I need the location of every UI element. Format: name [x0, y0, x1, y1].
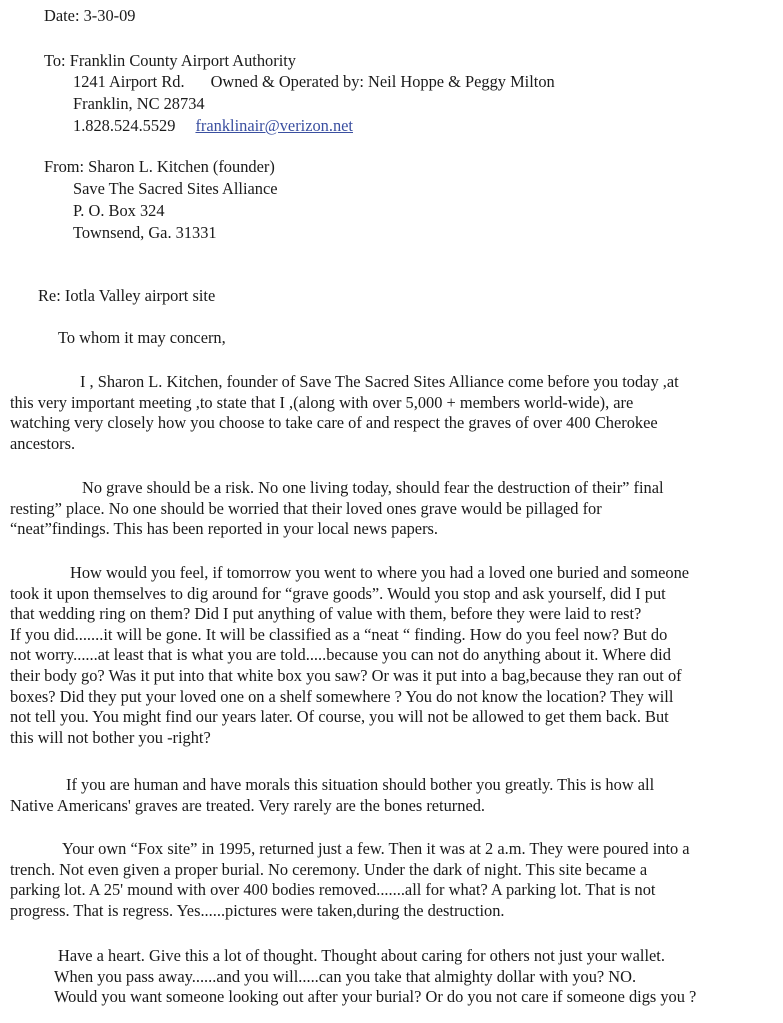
- paragraph-line: trench. Not even given a proper burial. No ceremony. Under the dark of night. This site became a: [10, 859, 648, 879]
- paragraph-line: How would you feel, if tomorrow you went to where you had a loved one buried and someone: [70, 563, 690, 582]
- paragraph-line: this very important meeting ,to state that I ,(along with over 5,000 + members world-wide), are: [10, 392, 634, 412]
- recipient-contact-line: [73, 116, 353, 136]
- paragraph-line: ancestors.: [10, 433, 76, 453]
- recipient-owners: Owned & Operated by: Neil Hoppe & Peggy Milton: [210, 72, 555, 91]
- recipient-email-link[interactable]: franklinair@verizon.net: [195, 116, 353, 135]
- recipient-name: To: Franklin County Airport Authority: [44, 51, 296, 70]
- paragraph-line: progress. That is regress. Yes......pictures were taken,during the destruction.: [10, 900, 505, 920]
- paragraph-line: “neat”findings. This has been reported in your local news papers.: [10, 519, 438, 539]
- paragraph-line: resting” place. No one should be worried that their loved ones grave would be pillaged for: [10, 498, 602, 518]
- subject-line: Re: Iotla Valley airport site: [38, 286, 216, 305]
- paragraph-1: [10, 372, 679, 454]
- paragraph-line: Native Americans' graves are treated. Very rarely are the bones returned.: [10, 795, 486, 815]
- recipient-address-line: [73, 72, 555, 92]
- paragraph-line: Have a heart. Give this a lot of thought. Thought about caring for others not just your wallet.: [58, 946, 665, 965]
- paragraph-line: boxes? Did they put your loved one on a shelf somewhere ? You do not know the location? They will: [10, 686, 674, 706]
- paragraph-4: [10, 775, 654, 816]
- paragraph-line: If you did.......it will be gone. It will be classified as a “neat “ finding. How do you feel now? But do: [10, 624, 668, 644]
- sender-organization: Save The Sacred Sites Alliance: [73, 179, 278, 198]
- recipient-phone: 1.828.524.5529: [73, 116, 176, 135]
- paragraph-line: took it upon themselves to dig around for “grave goods”. Would you stop and ask yourself, did I put: [10, 583, 666, 603]
- paragraph-line: If you are human and have morals this situation should bother you greatly. This is how all: [66, 775, 655, 794]
- salutation: To whom it may concern,: [58, 328, 226, 347]
- recipient-street: 1241 Airport Rd.: [73, 72, 185, 91]
- paragraph-line: Would you want someone looking out after your burial? Or do you not care if someone digs you ?: [54, 987, 697, 1007]
- paragraph-line: No grave should be a risk. No one living today, should fear the destruction of their” final: [82, 478, 664, 497]
- letter-date: Date: 3-30-09: [44, 6, 136, 25]
- sender-po-box: P. O. Box 324: [73, 201, 165, 220]
- paragraph-line: their body go? Was it put into that white box you saw? Or was it put into a bag,because they ran out of: [10, 665, 682, 685]
- paragraph-6: [10, 946, 696, 1008]
- paragraph-3: [10, 563, 689, 748]
- paragraph-line: this will not bother you -right?: [10, 727, 211, 747]
- paragraph-2: [10, 478, 664, 540]
- paragraph-line: watching very closely how you choose to take care of and respect the graves of over 400 Cherokee: [10, 413, 658, 433]
- paragraph-line: When you pass away......and you will.....can you take that almighty dollar with you? NO.: [54, 966, 637, 986]
- paragraph-line: Your own “Fox site” in 1995, returned just a few. Then it was at 2 a.m. They were poured into a: [62, 839, 690, 858]
- paragraph-line: parking lot. A 25' mound with over 400 bodies removed.......all for what? A parking lot. That is not: [10, 880, 656, 900]
- paragraph-line: I , Sharon L. Kitchen, founder of Save The Sacred Sites Alliance come before you today ,at: [80, 372, 679, 391]
- recipient-city: Franklin, NC 28734: [73, 94, 205, 113]
- sender-city: Townsend, Ga. 31331: [73, 223, 217, 242]
- paragraph-line: that wedding ring on them? Did I put anything of value with them, before they were laid to rest?: [10, 604, 642, 624]
- paragraph-line: not tell you. You might find our years later. Of course, you will not be allowed to get them back. But: [10, 707, 669, 727]
- sender-name: From: Sharon L. Kitchen (founder): [44, 157, 275, 176]
- paragraph-line: not worry......at least that is what you are told.....because you can not do anything about it. Where did: [10, 645, 671, 665]
- paragraph-5: [10, 839, 690, 921]
